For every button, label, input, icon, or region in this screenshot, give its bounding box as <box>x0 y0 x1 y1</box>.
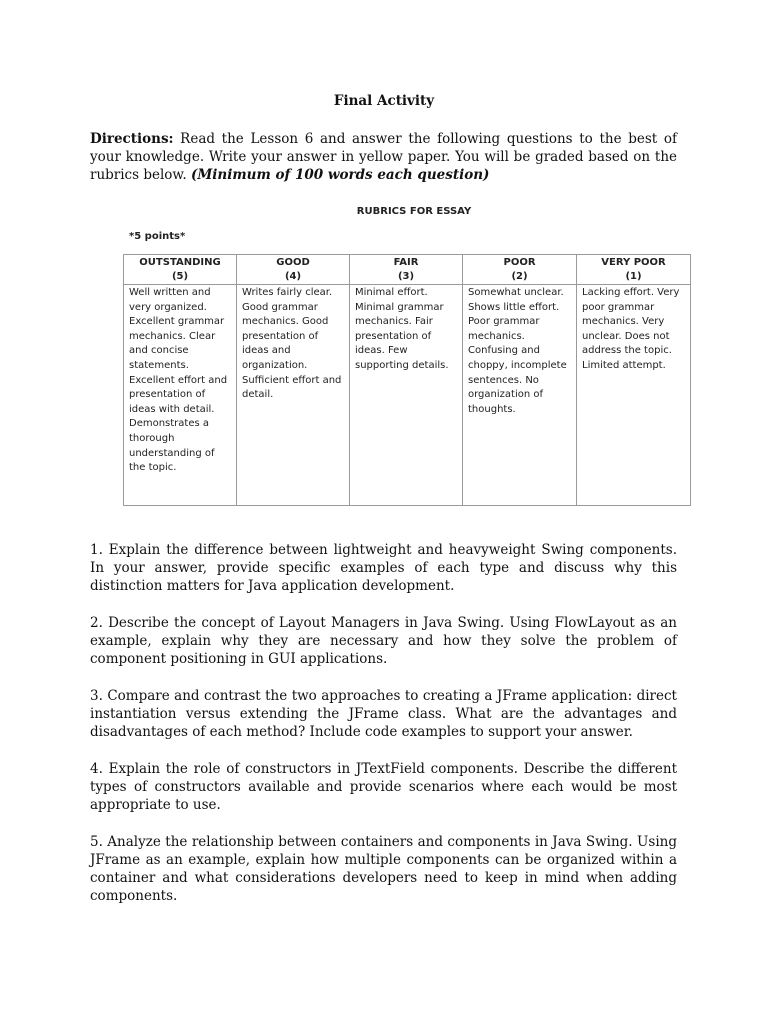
rubric-header-label: POOR <box>503 257 536 268</box>
directions-paragraph <box>90 130 677 184</box>
directions-note: (Minimum of 100 words each question) <box>190 167 490 183</box>
rubric-header-row <box>124 255 691 285</box>
rubric-cell-poor: Somewhat unclear. Shows little effort. Poor grammar mechanics. Confusing and choppy, incomplete sentences. No organization of thoughts. <box>463 285 577 506</box>
rubric-header-score: (3) <box>397 270 415 282</box>
rubric-cell-fair: Minimal effort. Minimal grammar mechanics. Fair presentation of ideas. Few supporting details. <box>350 285 463 506</box>
rubric-header-score: (2) <box>511 270 528 282</box>
rubric-header-label: FAIR <box>393 257 419 268</box>
questions-list <box>90 541 677 924</box>
rubric-title: RUBRICS FOR ESSAY <box>356 206 472 217</box>
rubric-header-fair <box>350 255 463 285</box>
rubric-cell-very-poor: Lacking effort. Very poor grammar mechanics. Very unclear. Does not address the topic. Limited attempt. <box>577 285 691 506</box>
rubric-criteria-row <box>124 285 691 506</box>
rubric-cell-good: Writes fairly clear. Good grammar mechanics. Good presentation of ideas and organization. Sufficient effort and detail. <box>237 285 350 506</box>
rubric-header-score: (4) <box>284 270 302 282</box>
question-item: 2. Describe the concept of Layout Managers in Java Swing. Using FlowLayout as an example, explain why they are necessary and how they solve the problem of component positioning in GUI applications. <box>90 615 677 667</box>
rubric-header-score: (1) <box>625 270 642 282</box>
directions-label: Directions: <box>90 131 174 147</box>
question-item: 3. Compare and contrast the two approaches to creating a JFrame application: direct instantiation versus extending the JFrame class. What are the advantages and disadvantages of each method? Include code examples to support your answer. <box>90 688 677 740</box>
rubric-header-label: VERY POOR <box>601 257 666 268</box>
page-title: Final Activity <box>333 93 435 109</box>
question-item: 1. Explain the difference between lightweight and heavyweight Swing components. In your answer, provide specific examples of each type and discuss why this distinction matters for Java application development. <box>90 542 677 594</box>
rubric-points: *5 points* <box>129 231 186 242</box>
question-item: 4. Explain the role of constructors in JTextField components. Describe the different types of constructors available and provide scenarios where each would be most appropriate to use. <box>90 761 677 813</box>
rubric-header-good <box>237 255 350 285</box>
rubric-header-label: OUTSTANDING <box>139 257 221 268</box>
rubric-header-poor <box>463 255 577 285</box>
directions-text: Read the Lesson 6 and answer the following questions to the best of your knowledge. Write your answer in yellow paper. You will be graded based on the rubrics below. <box>90 131 677 183</box>
rubric-table <box>123 254 691 506</box>
rubric-header-score: (5) <box>171 270 189 282</box>
rubric-header-very-poor <box>577 255 691 285</box>
rubric-header-label: GOOD <box>276 257 310 268</box>
question-item: 5. Analyze the relationship between containers and components in Java Swing. Using JFrame as an example, explain how multiple components can be organized within a container and what considerations developers need to keep in mind when adding components. <box>90 834 677 904</box>
rubric-header-outstanding <box>124 255 237 285</box>
rubric-cell-outstanding: Well written and very organized. Excellent grammar mechanics. Clear and concise statements. Excellent effort and presentation of ideas with detail. Demonstrates a thorough understanding of the topic. <box>124 285 237 506</box>
